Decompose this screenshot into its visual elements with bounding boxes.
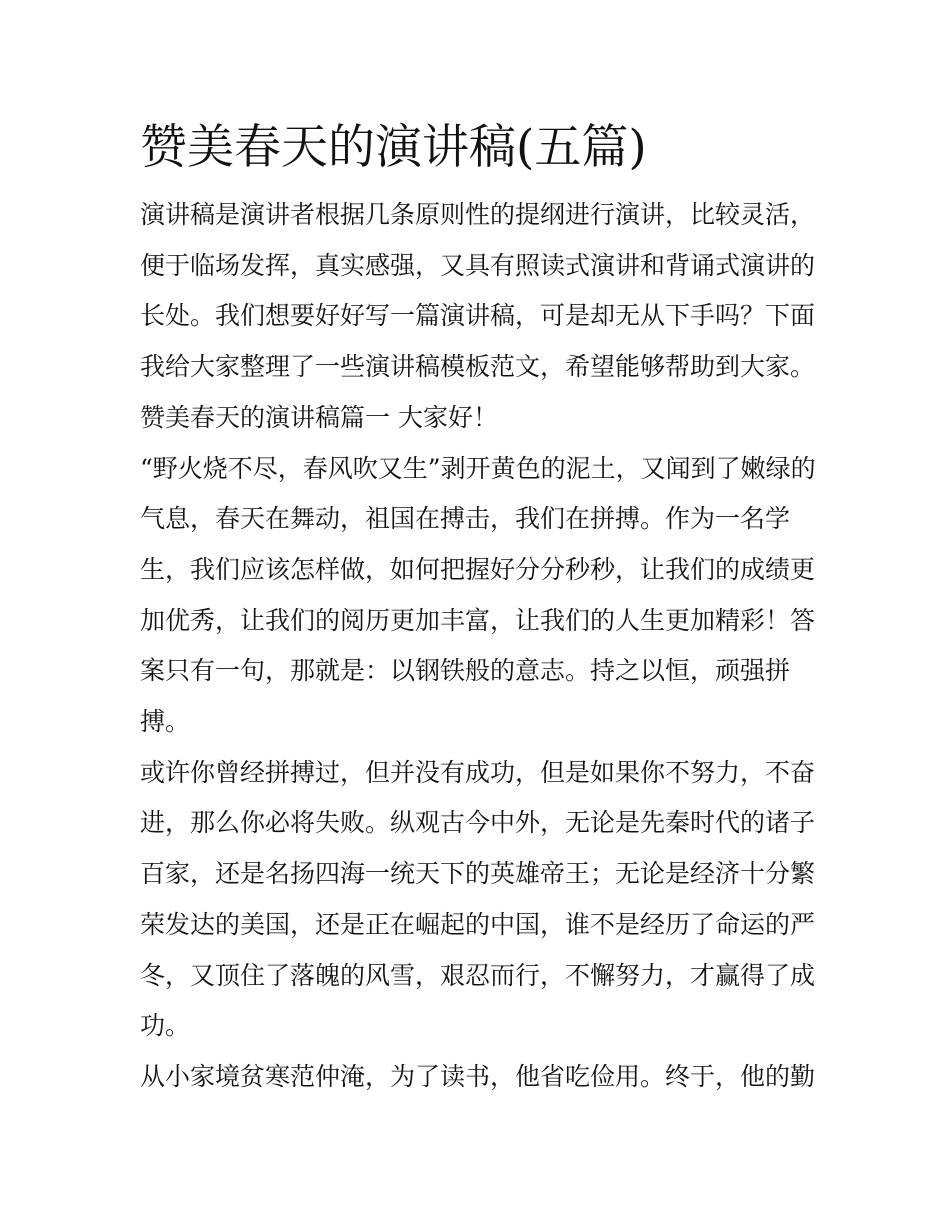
text-line: 功。 [140,1011,191,1041]
text-line: 加优秀，让我们的阅历更加丰富，让我们的人生更加精彩！答 [140,605,816,635]
text-line: 演讲稿是演讲者根据几条原则性的提纲进行演讲，比较灵活， [140,200,816,229]
text-line: 百家，还是名扬四海一统天下的英雄帝王；无论是经济十分繁 [140,859,816,889]
section-heading: 赞美春天的演讲稿篇一 大家好！ [140,402,498,432]
body-text [140,190,820,1103]
document-title: 赞美春天的演讲稿(五篇) [140,120,647,175]
text-line: 我给大家整理了一些演讲稿模板范文，希望能够帮助到大家。 [140,352,816,382]
text-line: 进，那么你必将失败。纵观古今中外，无论是先秦时代的诸子 [140,808,816,838]
text-line: 长处。我们想要好好写一篇演讲稿，可是却无从下手吗？下面 [140,301,816,331]
text-line: 或许你曾经拼搏过，但并没有成功，但是如果你不努力，不奋 [140,757,816,787]
text-line: 荣发达的美国，还是正在崛起的中国，谁不是经历了命运的严 [140,909,816,939]
text-line: 气息，春天在舞动，祖国在搏击，我们在拼搏。作为一名学 [140,504,791,534]
document-body [140,112,820,1103]
text-line: 从小家境贫寒范仲淹，为了读书，他省吃俭用。终于，他的勤 [140,1061,816,1091]
text-line: 搏。 [140,707,191,737]
text-line: “野火烧不尽，春风吹又生”剥开黄色的泥土，又闻到了嫩绿的 [140,453,816,483]
text-line: 案只有一句，那就是：以钢铁般的意志。持之以恒，顽强拼 [140,656,791,686]
text-line: 生，我们应该怎样做，如何把握好分分秒秒，让我们的成绩更 [140,554,816,584]
text-line: 冬，又顶住了落魄的风雪，艰忍而行，不懈努力，才赢得了成 [140,960,816,990]
text-line: 便于临场发挥，真实感强，又具有照读式演讲和背诵式演讲的 [140,250,816,280]
